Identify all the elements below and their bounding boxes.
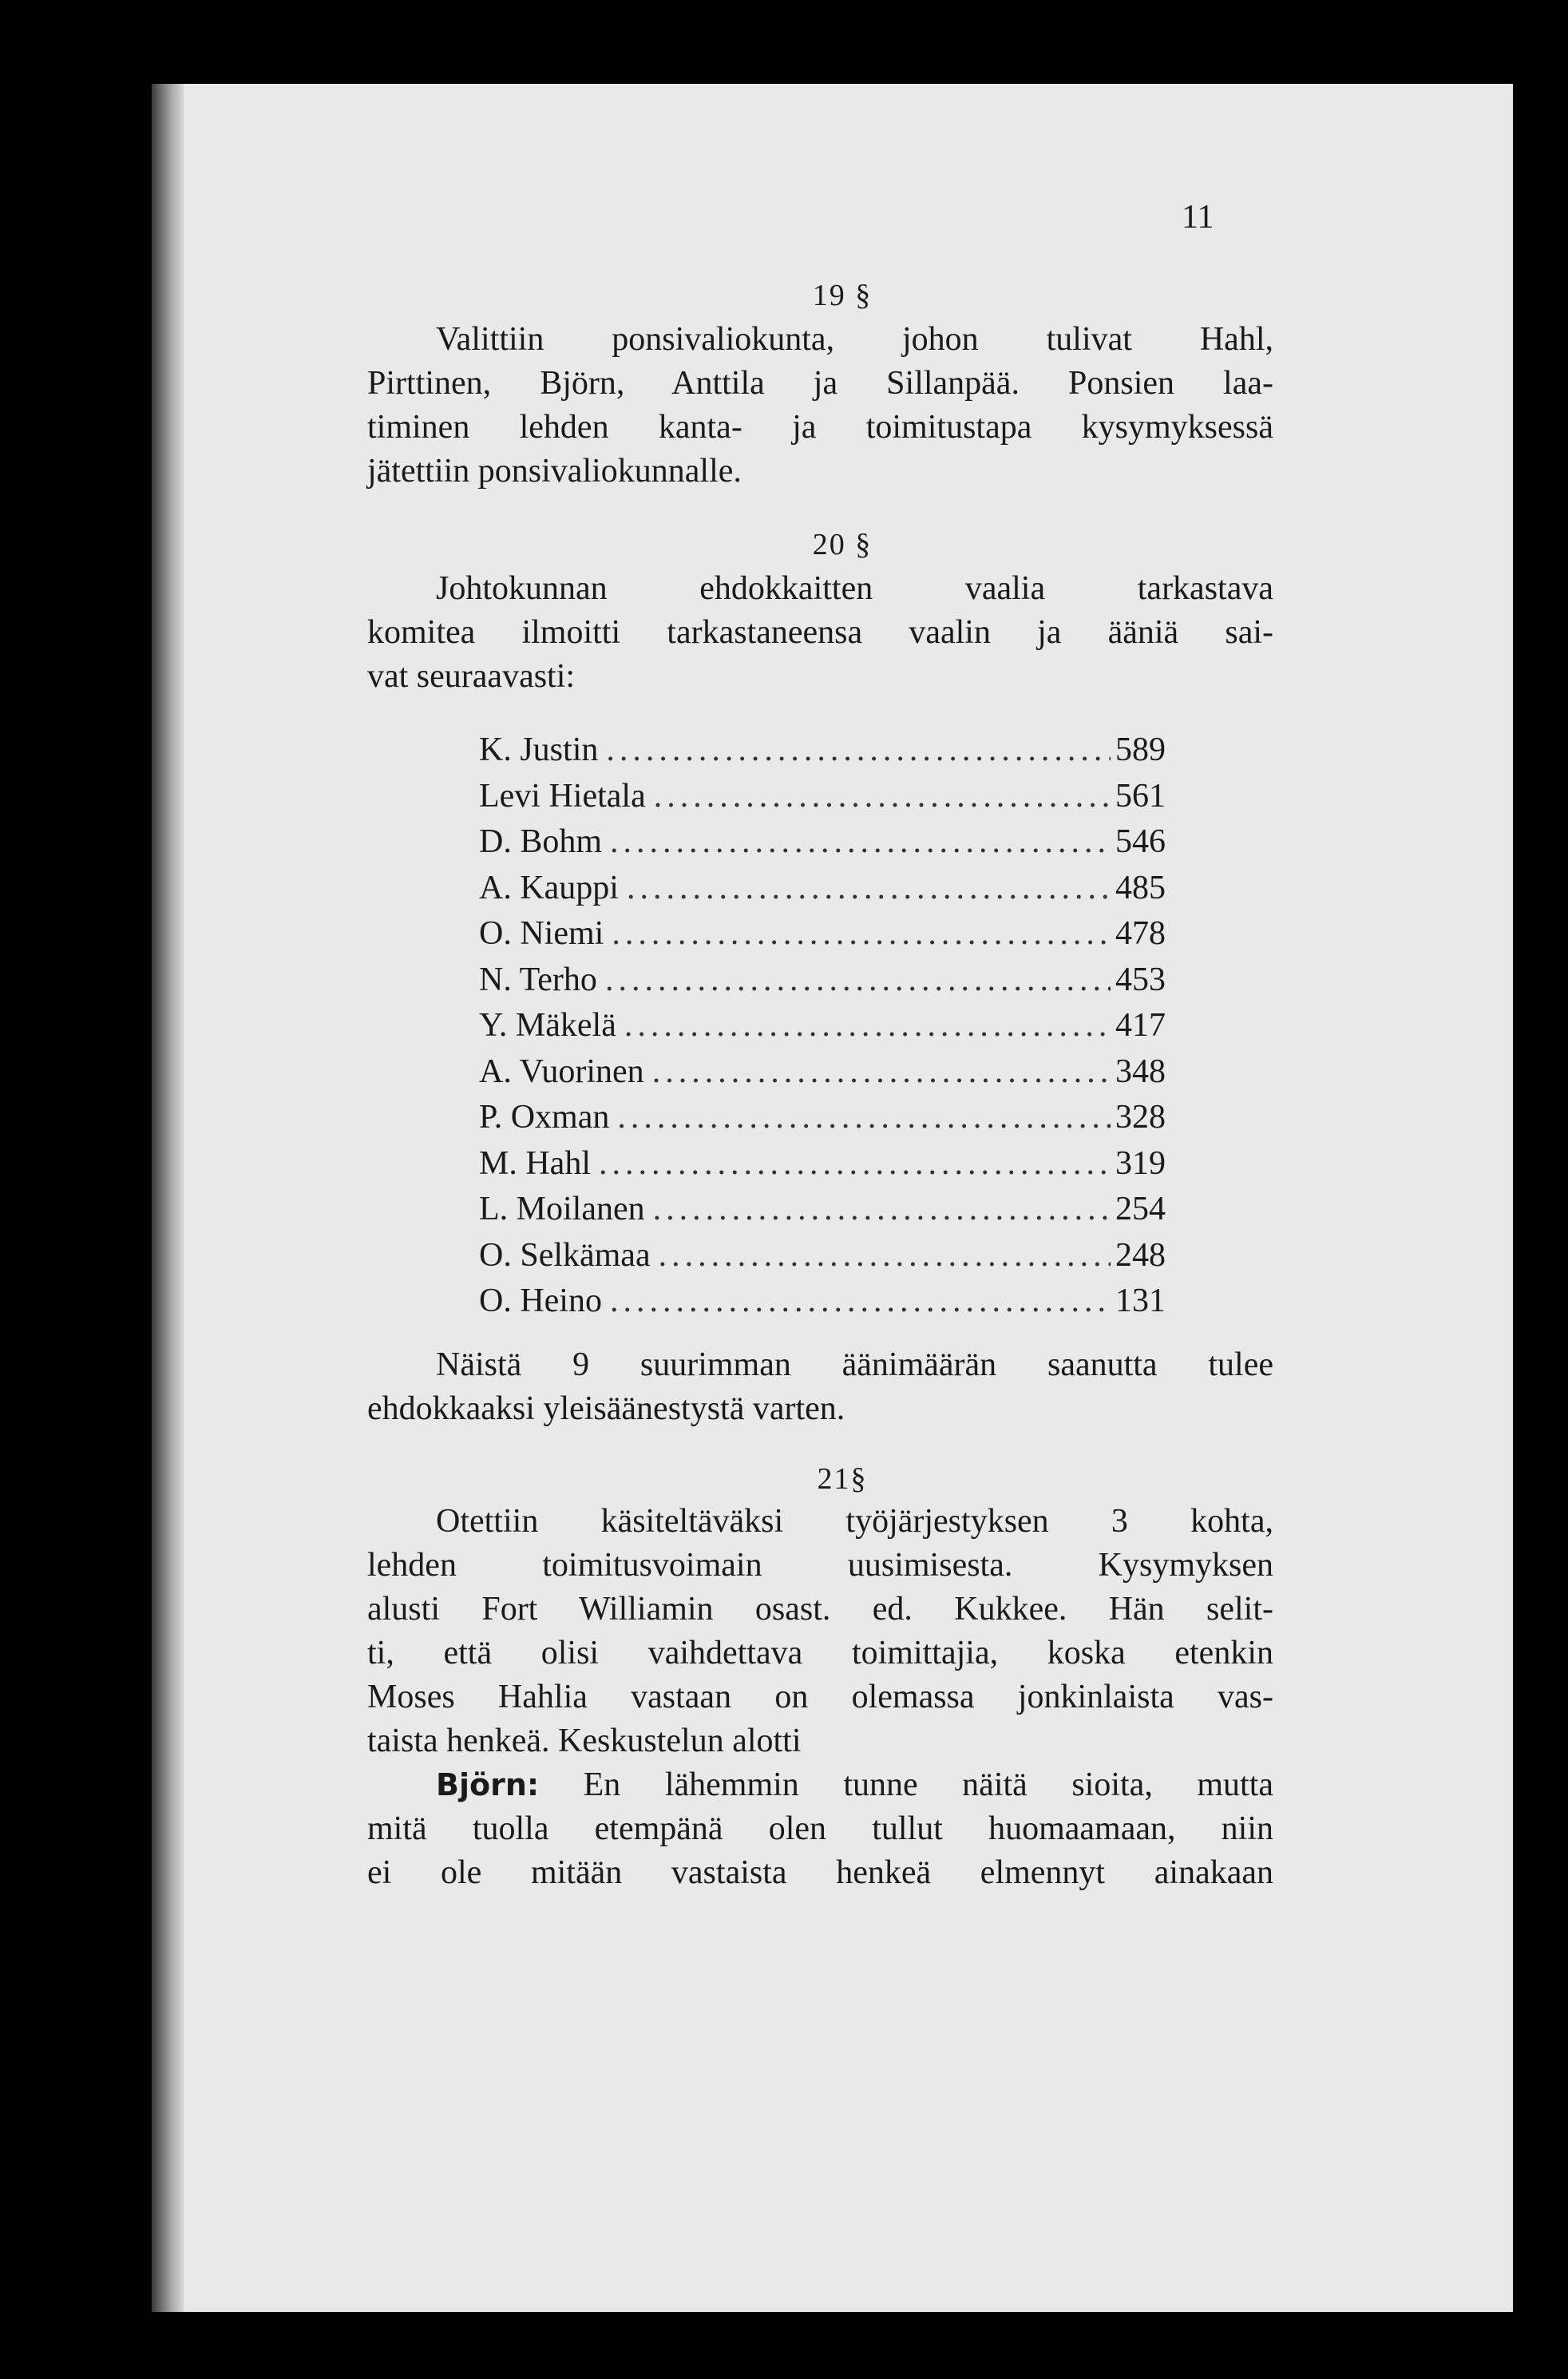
- leader-dots: [610, 823, 1111, 861]
- page-number: 11: [1182, 199, 1214, 236]
- text-line: Pirttinen, Björn, Anttila ja Sillanpää. Ponsien laa-: [367, 365, 1273, 402]
- section-19-heading: 19 §: [812, 279, 873, 312]
- leader-dots: [610, 1282, 1111, 1320]
- leader-dots: [653, 1190, 1111, 1228]
- vote-row: [479, 1053, 1166, 1099]
- vote-row: [479, 1006, 1166, 1053]
- speaker-name: Björn:: [436, 1767, 540, 1802]
- candidate-name: O. Selkämaa: [479, 1236, 651, 1274]
- section-20-text: [367, 567, 1273, 699]
- vote-count: 348: [1115, 1053, 1166, 1090]
- leader-dots: [599, 1144, 1111, 1183]
- vote-count: 485: [1115, 869, 1166, 906]
- vote-count: 589: [1115, 732, 1166, 768]
- vote-count: 328: [1115, 1099, 1166, 1136]
- section-19-text: [367, 318, 1273, 494]
- vote-count: 319: [1115, 1144, 1166, 1182]
- leader-dots: [654, 777, 1111, 815]
- candidate-name: A. Kauppi: [479, 869, 619, 906]
- vote-row: [479, 869, 1166, 915]
- leader-dots: [606, 731, 1111, 769]
- text-line: jätettiin ponsivaliokunnalle.: [367, 453, 742, 490]
- text-line: ei ole mitään vastaista henkeä elmennyt ainakaan: [367, 1854, 1273, 1891]
- vote-row: [479, 1190, 1166, 1236]
- section-20-heading: 20 §: [812, 528, 873, 561]
- vote-count: 417: [1115, 1007, 1166, 1044]
- candidate-name: M. Hahl: [479, 1144, 591, 1182]
- vote-row: [479, 1144, 1166, 1191]
- leader-dots: [612, 914, 1111, 953]
- candidate-name: N. Terho: [479, 961, 597, 998]
- text-line: Moses Hahlia vastaan on olemassa jonkinlaista vas-: [367, 1679, 1273, 1715]
- vote-count: 131: [1115, 1283, 1166, 1319]
- text-line: vat seuraavasti:: [367, 658, 576, 695]
- vote-row: [479, 777, 1166, 823]
- text-line: taista henkeä. Keskustelun alotti: [367, 1723, 802, 1759]
- vote-row: [479, 1098, 1166, 1144]
- candidate-name: L. Moilanen: [479, 1191, 645, 1227]
- vote-row: [479, 1236, 1166, 1283]
- vote-row: [479, 961, 1166, 1007]
- section-20-after-text: [367, 1343, 1273, 1431]
- section-21-heading: 21§: [817, 1462, 868, 1496]
- vote-row: [479, 914, 1166, 961]
- page-gutter-shadow: [152, 84, 184, 2312]
- candidate-name: K. Justin: [479, 732, 599, 768]
- text-line: Valittiin ponsivaliokunta, johon tulivat Hahl,: [436, 321, 1273, 358]
- vote-row: [479, 823, 1166, 869]
- vote-count: 248: [1115, 1236, 1166, 1274]
- text-line: alusti Fort Williamin osast. ed. Kukkee. Hän selit-: [367, 1591, 1273, 1628]
- vote-count: 478: [1115, 915, 1166, 952]
- candidate-name: A. Vuorinen: [479, 1053, 644, 1090]
- vote-results-list: [479, 731, 1166, 1328]
- leader-dots: [659, 1236, 1111, 1275]
- vote-count: 453: [1115, 961, 1166, 998]
- vote-row: [479, 731, 1166, 777]
- text-line: timinen lehden kanta- ja toimitustapa kysymyksessä: [367, 409, 1273, 446]
- vote-count: 254: [1115, 1191, 1166, 1227]
- candidate-name: O. Niemi: [479, 915, 604, 952]
- leader-dots: [624, 1006, 1111, 1045]
- leader-dots: [605, 961, 1111, 999]
- text-line: mitä tuolla etempänä olen tullut huomaamaan, niin: [367, 1810, 1273, 1847]
- text-line: lehden toimitusvoimain uusimisesta. Kysymyksen: [367, 1547, 1273, 1584]
- leader-dots: [617, 1098, 1111, 1136]
- leader-dots: [627, 869, 1111, 907]
- text-line: Otettiin käsiteltäväksi työjärjestyksen 3 kohta,: [436, 1503, 1273, 1540]
- leader-dots: [652, 1053, 1111, 1091]
- vote-count: 546: [1115, 823, 1166, 860]
- candidate-name: Y. Mäkelä: [479, 1007, 616, 1044]
- text-line: Johtokunnan ehdokkaitten vaalia tarkastava: [436, 570, 1273, 607]
- vote-count: 561: [1115, 777, 1166, 815]
- candidate-name: O. Heino: [479, 1283, 602, 1319]
- text-line: komitea ilmoitti tarkastaneensa vaalin ja ääniä sai-: [367, 614, 1273, 651]
- candidate-name: D. Bohm: [479, 823, 603, 860]
- speaker-text: En lähemmin tunne näitä sioita, mutta: [583, 1766, 1274, 1803]
- text-line: ti, että olisi vaihdettava toimittajia, koska etenkin: [367, 1635, 1273, 1671]
- candidate-name: Levi Hietala: [479, 777, 646, 815]
- candidate-name: P. Oxman: [479, 1099, 610, 1136]
- text-line: Näistä 9 suurimman äänimäärän saanutta tulee: [436, 1346, 1273, 1383]
- vote-row: [479, 1282, 1166, 1328]
- text-line: ehdokkaaksi yleisäänestystä varten.: [367, 1390, 845, 1427]
- speaker-line: [367, 1763, 1273, 1807]
- section-21-text: [367, 1500, 1273, 1895]
